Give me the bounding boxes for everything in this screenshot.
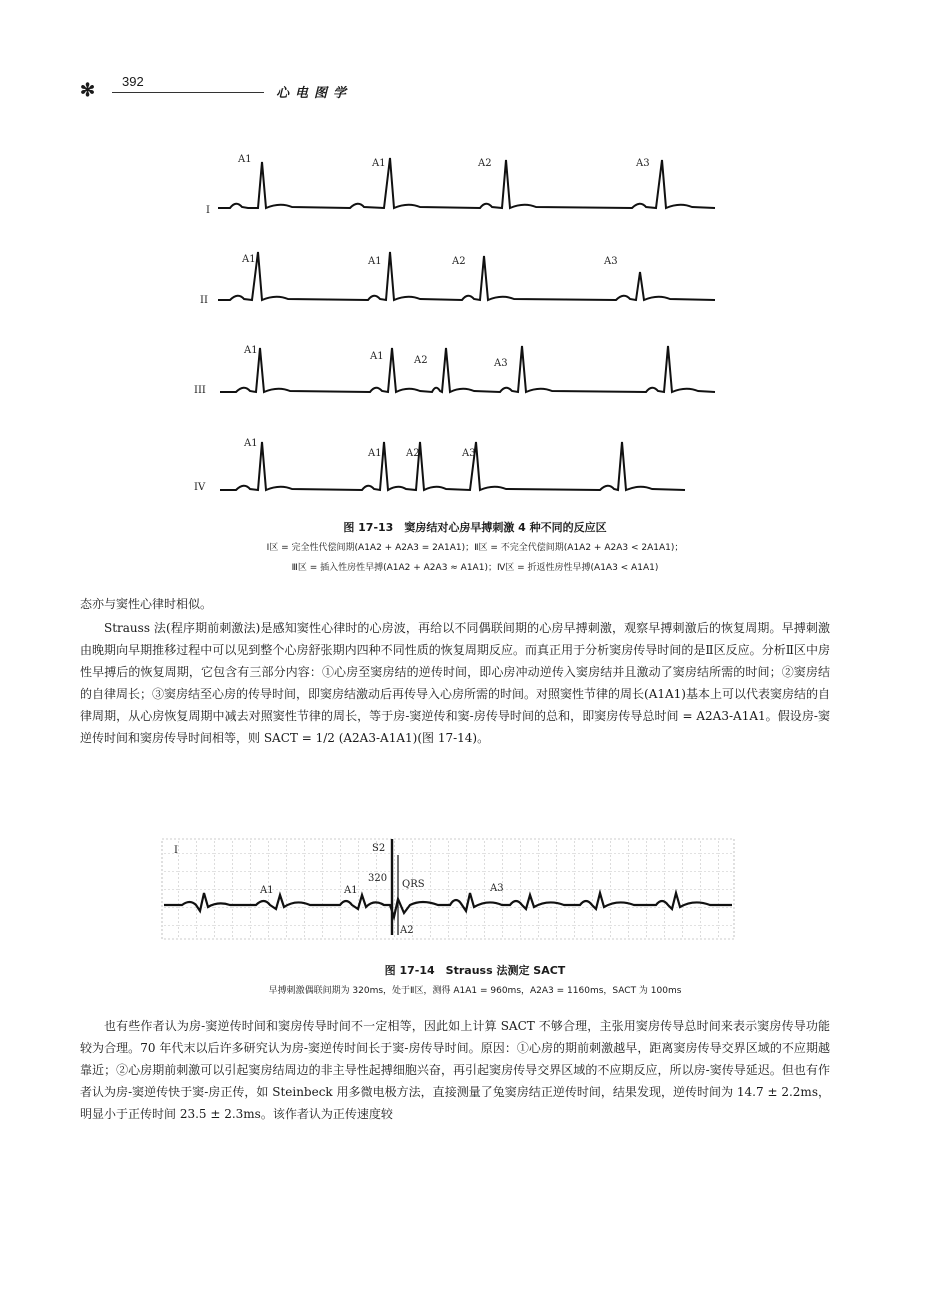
row3-trace <box>220 346 715 392</box>
strip-label-a3: A3 <box>490 883 504 894</box>
row1-label-d: A3 <box>636 158 650 169</box>
strip-label-s2: S2 <box>372 843 386 854</box>
row3-label-b: A1 <box>370 351 384 362</box>
header-rule <box>112 92 264 93</box>
row3-label-c: A2 <box>414 355 428 366</box>
strip-label-a1-second: A1 <box>344 885 358 896</box>
row2-label-b: A1 <box>368 256 382 267</box>
row2-label-a: A1 <box>242 254 256 265</box>
strip-label-a2: A2 <box>400 925 414 936</box>
strip-label-a1-first: A1 <box>260 885 274 896</box>
row2-trace <box>218 252 715 300</box>
figure-17-14-note: 早搏刺激偶联间期为 320ms，处于Ⅱ区，测得 A1A1 = 960ms，A2A3 = 1160ms，SACT 为 100ms <box>268 986 682 996</box>
row3-label-a: A1 <box>244 345 258 356</box>
row-label-1: I <box>206 205 210 216</box>
strip-label-interval: 320 <box>368 873 388 884</box>
row2-label-c: A2 <box>452 256 466 267</box>
page-number: 392 <box>122 74 144 89</box>
figure-17-13-caption: 图 17-13 窦房结对心房早搏刺激 4 种不同的反应区 <box>343 521 607 534</box>
row4-label-a: A1 <box>244 438 258 449</box>
row1-label-a: A1 <box>238 154 252 165</box>
header-ornament: ✻ <box>80 80 96 101</box>
row-label-2: II <box>200 295 208 306</box>
strip-lead-label: I <box>174 845 178 856</box>
row4-trace <box>220 442 685 490</box>
row2-label-d: A3 <box>604 256 618 267</box>
figure-17-13-note-1: Ⅰ区 = 完全性代偿间期(A1A2 + A2A3 = 2A1A1)；Ⅱ区 = 不完全代偿间期(A1A2 + A2A3 < 2A1A1)； <box>266 543 684 553</box>
figure-17-14-caption: 图 17-14 Strauss 法测定 SACT <box>384 964 566 977</box>
paragraph-strauss-method: Strauss 法(程序期前刺激法)是感知窦性心律时的心房波，再给以不同偶联间期的心房早搏刺激，观察早搏刺激后的恢复周期。早搏刺激由晚期向早期推移过程中可以见到整个心房舒张期内四种不同性质的恢复周期反应。而真正用于分析窦房传导时间的是Ⅱ区反应。分析Ⅱ区中房性早搏后的恢复周期，它包含有三部分内容：①心房至窦房结的逆传时间，即心房冲动逆传入窦房结并且激动了窦房结所需的时间；②窦房结的自律周长；③窦房结至心房的传导时间，即窦房结激动后再传导入心房所需的时间。对照窦性节律的周长(A1A1)基本上可以代表窦房结的自律周期，从心房恢复周期中减去对照窦性节律的周长，等于房-窦逆传和窦-房传导时间的总和，即窦房传导总时间 = A2A3-A1A1。假设房-窦逆传时间和窦房传导时间相等，则 SACT = 1/2 (A2A3-A1A1)(图 17-14)。 <box>80 621 830 745</box>
row1-label-c: A2 <box>478 158 492 169</box>
running-title: 心电图学 <box>276 86 353 101</box>
row-label-4: IV <box>194 482 206 493</box>
row4-label-c: A2 <box>406 448 420 459</box>
row-label-3: III <box>194 385 206 396</box>
row4-label-d: A3 <box>462 448 476 459</box>
figure-17-13-note-2: Ⅲ区 = 插入性房性早搏(A1A2 + A2A3 ≈ A1A1)；Ⅳ区 = 折返性房性早搏(A1A3 < A1A1) <box>291 563 659 573</box>
row4-label-b: A1 <box>368 448 382 459</box>
paragraph-conduction-debate: 也有些作者认为房-窦逆传时间和窦房传导时间不一定相等，因此如上计算 SACT 不够合理，主张用窦房传导总时间来表示窦房传导功能较为合理。70 年代末以后许多研究认为房-窦逆传时间长于窦-房传导时间。原因：①心房的期前刺激越早，距离窦房传导交界区域的不应期越靠近；②心房期前刺激可以引起窦房结周边的非主导性起搏细胞兴奋，再引起窦房传导交界区域的不应期反应，所以房-窦传导延迟。但也有作者认为房-窦逆传快于窦-房正传，如 Steinbeck 用多微电极方法，直接测量了兔窦房结正逆传时间，结果发现，逆传时间为 14.7 ± 2.2ms，明显小于正传时间 23.5 ± 2.3ms。该作者认为正传速度较 <box>80 1019 830 1121</box>
figure-17-13-tracings <box>180 140 740 520</box>
row1-label-b: A1 <box>372 158 386 169</box>
paragraph-continued: 态亦与窦性心律时相似。 <box>80 597 213 611</box>
row3-label-d: A3 <box>494 358 508 369</box>
figure-17-14-ecg-strip <box>160 835 740 945</box>
strip-label-qrs: QRS <box>402 879 425 890</box>
